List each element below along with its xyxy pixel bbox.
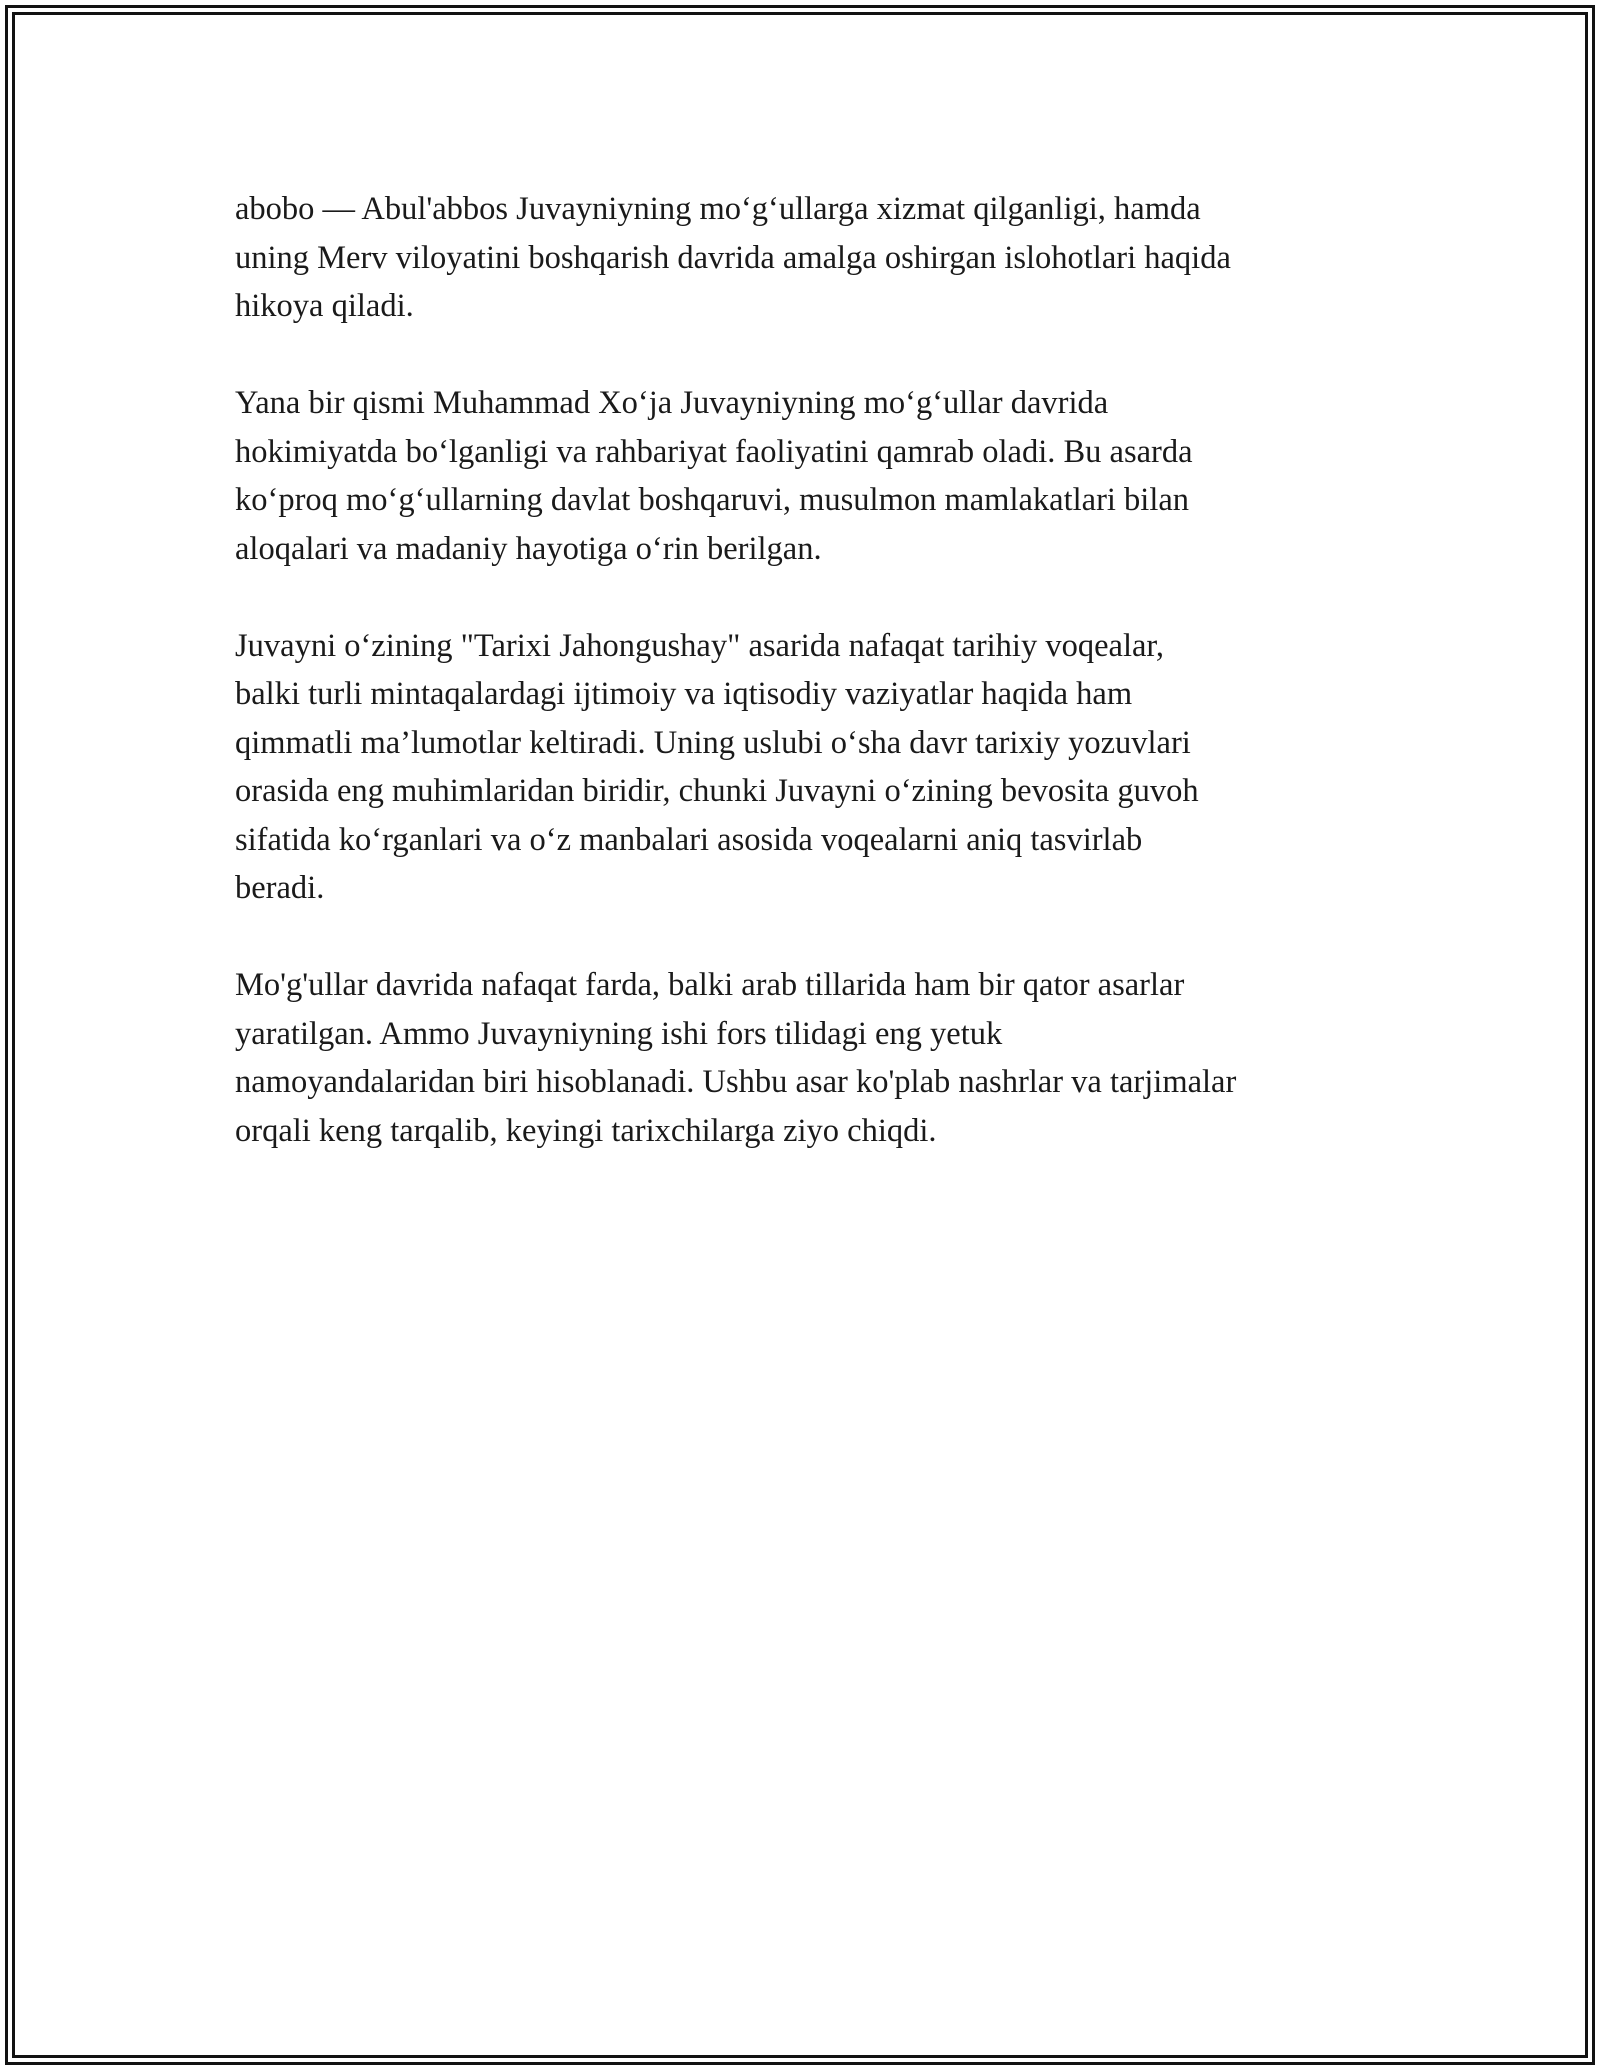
paragraph-line: orqali keng tarqalib, keyingi tarixchilarga ziyo chiqdi. [235,1112,937,1149]
paragraph-3 [235,622,1385,913]
paragraph-line: namoyandalaridan biri hisoblanadi. Ushbu asar ko'plab nashrlar va tarjimalar [235,1064,1237,1100]
paragraph-line: hokimiyatda bo‘lganligi va rahbariyat faoliyatini qamrab oladi. Bu asarda [235,433,1193,470]
paragraph-line: Juvayni o‘zining "Tarixi Jahongushay" asarida nafaqat tarihiy voqealar, [235,627,1165,664]
paragraph-line: aloqalari va madaniy hayotiga o‘rin berilgan. [235,530,822,567]
paragraph-line: orasida eng muhimlaridan biridir, chunki Juvayni o‘zining bevosita guvoh [235,773,1199,809]
paragraph-line: uning Merv viloyatini boshqarish davrida amalga oshirgan islohotlari haqida [235,239,1231,276]
paragraph-line: Mo'g'ullar davrida nafaqat farda, balki arab tillarida ham bir qator asarlar [235,967,1185,1003]
paragraph-line: yaratilgan. Ammo Juvayniyning ishi fors tilidagi eng yetuk [235,1015,1003,1052]
paragraph-line: hikoya qiladi. [235,288,414,324]
paragraph-2 [235,379,1385,573]
paragraph-1 [235,185,1385,331]
paragraph-4 [235,961,1385,1155]
paragraph-line: abobo — Abul'abbos Juvayniyning mo‘g‘ullarga xizmat qilganligi, hamda [235,191,1201,227]
paragraph-line: ko‘proq mo‘g‘ullarning davlat boshqaruvi, musulmon mamlakatlari bilan [235,482,1190,518]
paragraph-line: sifatida ko‘rganlari va o‘z manbalari asosida voqealarni aniq tasvirlab [235,821,1143,858]
document-body [235,185,1385,1204]
paragraph-line: balki turli mintaqalardagi ijtimoiy va iqtisodiy vaziyatlar haqida ham [235,676,1133,712]
paragraph-line: qimmatli ma’lumotlar keltiradi. Uning uslubi o‘sha davr tarixiy yozuvlari [235,724,1191,761]
paragraph-line: Yana bir qismi Muhammad Xo‘ja Juvayniyning mo‘g‘ullar davrida [235,385,1109,421]
paragraph-line: beradi. [235,870,325,906]
